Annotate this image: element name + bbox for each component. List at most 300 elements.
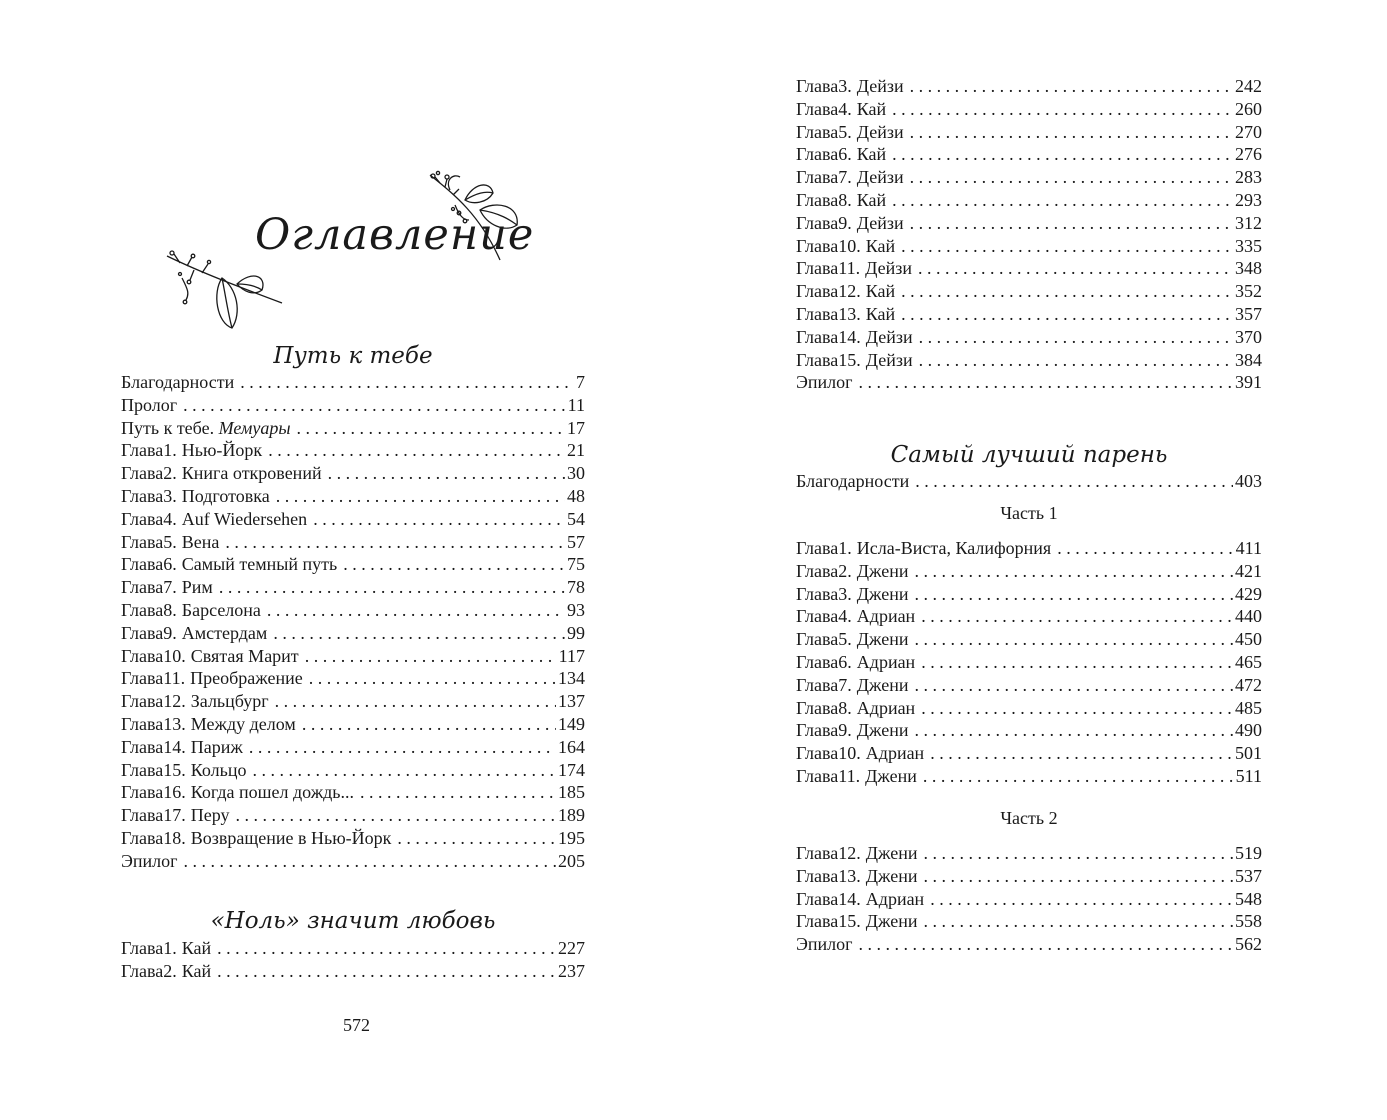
toc-entry bbox=[796, 910, 1262, 933]
toc-entry bbox=[796, 842, 1262, 865]
entry-page-number: 348 bbox=[1235, 258, 1262, 279]
dot-leader bbox=[924, 842, 1233, 865]
toc-entry bbox=[796, 470, 1262, 493]
entry-title-text: Пролог bbox=[121, 394, 178, 415]
entry-number: 18. bbox=[163, 827, 186, 848]
part-heading: Часть 2 bbox=[1000, 808, 1058, 828]
entry-prefix: Глава bbox=[121, 531, 164, 552]
dot-leader bbox=[240, 371, 574, 394]
entry-prefix: Глава bbox=[796, 235, 839, 256]
entry-page-number: 93 bbox=[567, 599, 585, 620]
toc-list bbox=[121, 937, 585, 983]
entry-number: 14. bbox=[838, 326, 861, 347]
entry-prefix: Глава bbox=[121, 805, 164, 826]
entry-number: 5. bbox=[838, 629, 852, 650]
leaf-sprig-icon bbox=[162, 248, 287, 333]
dot-leader bbox=[360, 781, 556, 804]
entry-title-text: Путь к тебе. bbox=[121, 417, 219, 438]
entry-number: 12. bbox=[838, 843, 861, 863]
entry-title-text: Между делом bbox=[190, 713, 296, 734]
entry-prefix: Глава bbox=[121, 463, 164, 484]
entry-title bbox=[191, 713, 296, 736]
entry-title bbox=[866, 865, 918, 888]
entry-prefix: Глава bbox=[796, 583, 839, 604]
entry-page-number: 384 bbox=[1235, 349, 1262, 370]
entry-page-number: 429 bbox=[1235, 583, 1262, 604]
entry-prefix: Глава bbox=[121, 554, 164, 575]
entry-prefix: Глава bbox=[121, 485, 164, 506]
entry-prefix: Глава bbox=[121, 938, 164, 958]
entry-title-text: Рим bbox=[181, 577, 213, 598]
entry-title bbox=[857, 651, 915, 674]
entry-title-text: Адриан bbox=[856, 651, 916, 672]
entry-title bbox=[857, 189, 886, 212]
toc-list bbox=[796, 842, 1262, 956]
entry-page-number: 519 bbox=[1235, 843, 1262, 863]
entry-page-number: 185 bbox=[558, 782, 585, 803]
toc-entry bbox=[796, 583, 1262, 606]
entry-number: 7. bbox=[838, 167, 852, 188]
entry-title-text: Эпилог bbox=[796, 934, 853, 955]
entry-prefix: Глава bbox=[796, 303, 839, 324]
entry-title-text: Барселона bbox=[181, 599, 261, 620]
entry-title bbox=[866, 280, 895, 303]
entry-title-text: Исла-Виста, Калифорния bbox=[856, 538, 1052, 558]
entry-page-number: 562 bbox=[1235, 934, 1262, 955]
entry-prefix: Глава bbox=[796, 98, 839, 119]
entry-title bbox=[191, 759, 247, 782]
toc-entry bbox=[121, 850, 585, 873]
dot-leader bbox=[219, 576, 565, 599]
entry-title bbox=[857, 674, 909, 697]
toc-entry bbox=[121, 960, 585, 983]
dot-leader bbox=[275, 690, 556, 713]
dot-leader bbox=[901, 235, 1233, 258]
dot-leader bbox=[267, 599, 565, 622]
entry-title-text: Вена bbox=[181, 531, 220, 552]
toc-entry bbox=[796, 765, 1262, 788]
entry-prefix: Глава bbox=[796, 349, 839, 370]
entry-title bbox=[191, 645, 299, 668]
entry-number: 3. bbox=[838, 583, 852, 604]
entry-page-number: 370 bbox=[1235, 326, 1262, 347]
entry-prefix: Глава bbox=[121, 960, 164, 981]
dot-leader bbox=[910, 75, 1233, 98]
entry-page-number: 270 bbox=[1235, 121, 1262, 142]
dot-leader bbox=[919, 349, 1233, 372]
entry-number: 5. bbox=[838, 121, 852, 142]
toc-list bbox=[796, 470, 1262, 493]
entry-page-number: 189 bbox=[558, 805, 585, 826]
entry-title-text: Преображение bbox=[190, 668, 303, 689]
entry-title bbox=[191, 804, 230, 827]
entry-prefix: Глава bbox=[796, 560, 839, 581]
entry-page-number: 21 bbox=[567, 440, 585, 461]
entry-title-text: Дейзи bbox=[856, 121, 904, 142]
entry-title-text: Кай bbox=[181, 960, 212, 981]
toc-entry bbox=[121, 690, 585, 713]
dot-leader bbox=[930, 742, 1233, 765]
toc-entry bbox=[121, 645, 585, 668]
entry-title-text: Нью-Йорк bbox=[181, 440, 263, 461]
toc-entry bbox=[796, 605, 1262, 628]
toc-entry bbox=[796, 98, 1262, 121]
toc-entry bbox=[121, 759, 585, 782]
entry-number: 2. bbox=[163, 960, 177, 981]
dot-leader bbox=[1057, 537, 1233, 560]
entry-title-text: Джени bbox=[856, 674, 909, 695]
entry-title bbox=[857, 697, 915, 720]
entry-prefix: Глава bbox=[796, 743, 839, 764]
entry-title bbox=[182, 508, 307, 531]
dot-leader bbox=[915, 583, 1233, 606]
entry-title bbox=[857, 719, 909, 742]
toc-entry bbox=[796, 742, 1262, 765]
entry-page-number: 558 bbox=[1235, 911, 1262, 932]
entry-prefix: Глава bbox=[796, 121, 839, 142]
entry-title-text: Благодарности bbox=[796, 471, 910, 491]
toc-entry bbox=[121, 736, 585, 759]
entry-title bbox=[191, 827, 392, 850]
entry-title-text: Кай bbox=[865, 235, 896, 256]
entry-number: 6. bbox=[838, 144, 852, 165]
entry-prefix: Глава bbox=[121, 759, 164, 780]
toc-entry bbox=[796, 865, 1262, 888]
entry-title bbox=[857, 143, 886, 166]
entry-prefix: Глава bbox=[796, 167, 839, 188]
entry-title-text: Адриан bbox=[856, 697, 916, 718]
entry-page-number: 485 bbox=[1235, 697, 1262, 718]
entry-title bbox=[182, 622, 268, 645]
entry-number: 6. bbox=[163, 554, 177, 575]
entry-page-number: 411 bbox=[1235, 538, 1262, 558]
entry-page-number: 149 bbox=[558, 713, 585, 734]
dot-leader bbox=[276, 485, 565, 508]
dot-leader bbox=[915, 470, 1233, 493]
entry-prefix: Глава bbox=[796, 606, 839, 627]
entry-title bbox=[182, 937, 211, 960]
toc-entry bbox=[796, 257, 1262, 280]
entry-number: 10. bbox=[838, 743, 861, 764]
toc-entry bbox=[121, 667, 585, 690]
dot-leader bbox=[915, 674, 1233, 697]
entry-page-number: 260 bbox=[1235, 98, 1262, 119]
entry-title bbox=[796, 933, 853, 956]
entry-title-text: Адриан bbox=[865, 743, 925, 764]
entry-page-number: 174 bbox=[558, 759, 585, 780]
toc-entry bbox=[121, 576, 585, 599]
entry-page-number: 17 bbox=[567, 417, 585, 438]
entry-prefix: Глава bbox=[121, 508, 164, 529]
entry-title-text: Зальцбург bbox=[190, 691, 269, 712]
entry-number: 13. bbox=[838, 865, 861, 886]
entry-page-number: 57 bbox=[567, 531, 585, 552]
entry-title bbox=[866, 742, 924, 765]
entry-title-text: Дейзи bbox=[865, 326, 913, 347]
entry-title-text: Благодарности bbox=[121, 372, 235, 392]
dot-leader bbox=[217, 960, 556, 983]
toc-entry bbox=[121, 827, 585, 850]
entry-title-text: Париж bbox=[190, 736, 243, 757]
entry-title bbox=[182, 485, 270, 508]
entry-title-text: Книга откровений bbox=[181, 463, 322, 484]
entry-page-number: 117 bbox=[558, 645, 585, 666]
entry-title-text: Дейзи bbox=[856, 167, 904, 188]
entry-title bbox=[121, 850, 178, 873]
dot-leader bbox=[184, 850, 556, 873]
entry-prefix: Глава bbox=[121, 827, 164, 848]
dot-leader bbox=[892, 98, 1233, 121]
entry-number: 6. bbox=[838, 651, 852, 672]
entry-title-text: Джени bbox=[865, 765, 917, 786]
entry-page-number: 501 bbox=[1235, 743, 1262, 764]
entry-title bbox=[865, 257, 912, 280]
entry-number: 3. bbox=[838, 76, 852, 96]
entry-page-number: 164 bbox=[558, 736, 585, 757]
entry-number: 14. bbox=[163, 736, 186, 757]
toc-entry bbox=[796, 888, 1262, 911]
entry-prefix: Глава bbox=[121, 440, 164, 461]
entry-title bbox=[191, 781, 354, 804]
entry-page-number: 11 bbox=[567, 394, 585, 415]
entry-title bbox=[182, 462, 322, 485]
entry-title-text: Самый темный путь bbox=[181, 554, 338, 575]
entry-title bbox=[865, 765, 917, 788]
entry-prefix: Глава bbox=[796, 865, 839, 886]
entry-page-number: 75 bbox=[567, 554, 585, 575]
entry-number: 9. bbox=[838, 212, 852, 233]
entry-title-text: Дейзи bbox=[865, 258, 912, 279]
dot-leader bbox=[910, 121, 1233, 144]
right-page bbox=[693, 0, 1387, 1120]
dot-leader bbox=[236, 804, 556, 827]
entry-number: 1. bbox=[163, 938, 177, 958]
dot-leader bbox=[313, 508, 565, 531]
entry-title-text: Джени bbox=[865, 911, 918, 932]
toc-entry bbox=[121, 485, 585, 508]
entry-prefix: Глава bbox=[796, 888, 839, 909]
entry-number: 4. bbox=[838, 606, 852, 627]
entry-title bbox=[182, 553, 337, 576]
entry-page-number: 511 bbox=[1235, 765, 1262, 786]
section-heading: Путь к тебе bbox=[273, 343, 433, 369]
dot-leader bbox=[305, 645, 557, 668]
entry-title-text: Кай bbox=[181, 938, 212, 958]
entry-title-text: Кай bbox=[856, 189, 887, 210]
entry-page-number: 312 bbox=[1235, 212, 1262, 233]
entry-number: 2. bbox=[163, 463, 177, 484]
entry-title bbox=[866, 888, 924, 911]
dot-leader bbox=[268, 439, 565, 462]
toc-entry bbox=[796, 651, 1262, 674]
toc-entry bbox=[796, 166, 1262, 189]
entry-prefix: Глава bbox=[796, 911, 839, 932]
entry-title bbox=[182, 531, 220, 554]
entry-title bbox=[857, 121, 904, 144]
entry-number: 4. bbox=[163, 508, 177, 529]
entry-title bbox=[182, 439, 262, 462]
entry-number: 5. bbox=[163, 531, 177, 552]
dot-leader bbox=[309, 667, 556, 690]
entry-title bbox=[866, 235, 895, 258]
toc-entry bbox=[121, 462, 585, 485]
entry-page-number: 30 bbox=[567, 463, 585, 484]
entry-title-text: Auf Wiedersehen bbox=[181, 508, 308, 529]
dot-leader bbox=[302, 713, 556, 736]
entry-title bbox=[191, 690, 269, 713]
entry-title-text: Джени bbox=[865, 843, 918, 863]
dot-leader bbox=[919, 326, 1233, 349]
dot-leader bbox=[328, 462, 565, 485]
toc-entry bbox=[796, 537, 1262, 560]
toc-entry bbox=[121, 531, 585, 554]
entry-title bbox=[857, 628, 909, 651]
entry-title-text: Когда пошел дождь... bbox=[190, 782, 355, 803]
entry-title bbox=[121, 371, 234, 394]
entry-title bbox=[857, 98, 886, 121]
entry-page-number: 237 bbox=[558, 960, 585, 981]
entry-title-text: Кай bbox=[865, 281, 896, 302]
entry-page-number: 403 bbox=[1235, 471, 1262, 491]
toc-entry bbox=[796, 75, 1262, 98]
toc-entry bbox=[796, 371, 1262, 394]
dot-leader bbox=[901, 303, 1233, 326]
entry-prefix: Глава bbox=[121, 599, 164, 620]
dot-leader bbox=[183, 394, 566, 417]
entry-number: 14. bbox=[838, 888, 861, 909]
toc-entry bbox=[796, 697, 1262, 720]
toc-entry bbox=[796, 121, 1262, 144]
entry-title bbox=[857, 75, 904, 98]
toc-entry bbox=[121, 599, 585, 622]
entry-prefix: Глава bbox=[121, 736, 164, 757]
entry-title bbox=[866, 303, 895, 326]
entry-title bbox=[796, 371, 853, 394]
entry-prefix: Глава bbox=[121, 713, 164, 734]
entry-title-text: Кай bbox=[856, 98, 887, 119]
entry-number: 2. bbox=[838, 560, 852, 581]
toc-entry bbox=[796, 719, 1262, 742]
dot-leader bbox=[910, 212, 1233, 235]
entry-prefix: Глава bbox=[796, 674, 839, 695]
entry-page-number: 391 bbox=[1235, 372, 1262, 393]
entry-title bbox=[857, 583, 909, 606]
entry-page-number: 78 bbox=[567, 577, 585, 598]
entry-title bbox=[866, 326, 913, 349]
entry-title-text: Кай bbox=[856, 144, 887, 165]
entry-title-text: Джени bbox=[856, 583, 909, 604]
toc-entry bbox=[796, 212, 1262, 235]
entry-prefix: Глава bbox=[121, 782, 164, 803]
toc-entry bbox=[796, 280, 1262, 303]
dot-leader bbox=[892, 189, 1233, 212]
entry-prefix: Глава bbox=[121, 577, 164, 598]
dot-leader bbox=[901, 280, 1233, 303]
toc-entry bbox=[796, 560, 1262, 583]
entry-prefix: Глава bbox=[796, 765, 839, 786]
entry-page-number: 99 bbox=[567, 622, 585, 643]
entry-number: 3. bbox=[163, 485, 177, 506]
dot-leader bbox=[910, 166, 1233, 189]
entry-page-number: 472 bbox=[1235, 674, 1262, 695]
toc-entry bbox=[121, 713, 585, 736]
entry-number: 15. bbox=[163, 759, 186, 780]
dot-leader bbox=[397, 827, 556, 850]
entry-title-text: Эпилог bbox=[121, 850, 178, 871]
toc-entry bbox=[121, 622, 585, 645]
dot-leader bbox=[930, 888, 1233, 911]
entry-page-number: 7 bbox=[576, 372, 585, 392]
dot-leader bbox=[249, 736, 556, 759]
dot-leader bbox=[273, 622, 565, 645]
entry-number: 10. bbox=[163, 645, 186, 666]
toc-entry bbox=[121, 508, 585, 531]
entry-title bbox=[190, 667, 303, 690]
dot-leader bbox=[859, 371, 1233, 394]
toc-entry bbox=[121, 937, 585, 960]
entry-number: 11. bbox=[163, 668, 186, 689]
toc-entry bbox=[796, 628, 1262, 651]
entry-title bbox=[121, 417, 291, 440]
entry-page-number: 537 bbox=[1235, 865, 1262, 886]
toc-entry bbox=[121, 371, 585, 394]
entry-title-text: Джени bbox=[856, 720, 909, 741]
entry-title bbox=[857, 212, 904, 235]
entry-prefix: Глава bbox=[796, 843, 839, 863]
entry-number: 13. bbox=[163, 713, 186, 734]
entry-prefix: Глава bbox=[121, 691, 164, 712]
dot-leader bbox=[297, 417, 565, 440]
entry-page-number: 490 bbox=[1235, 720, 1262, 741]
entry-number: 15. bbox=[838, 911, 861, 932]
page-number: 572 bbox=[343, 1015, 370, 1035]
entry-title bbox=[857, 560, 909, 583]
toc-list bbox=[121, 371, 585, 873]
dot-leader bbox=[921, 697, 1233, 720]
entry-number: 8. bbox=[838, 697, 852, 718]
section-heading: Самый лучший парень bbox=[890, 442, 1168, 468]
dot-leader bbox=[217, 937, 556, 960]
entry-title-text: Дейзи bbox=[865, 349, 913, 370]
dot-leader bbox=[892, 143, 1233, 166]
entry-page-number: 421 bbox=[1235, 560, 1262, 581]
dot-leader bbox=[225, 531, 565, 554]
entry-title bbox=[866, 842, 918, 865]
toc-entry bbox=[796, 933, 1262, 956]
toc-list bbox=[796, 537, 1262, 788]
toc-entry bbox=[796, 303, 1262, 326]
entry-page-number: 205 bbox=[558, 850, 585, 871]
entry-prefix: Глава bbox=[796, 258, 839, 279]
entry-title-text: Дейзи bbox=[856, 212, 904, 233]
entry-number: 12. bbox=[163, 691, 186, 712]
part-heading: Часть 1 bbox=[1000, 503, 1058, 523]
toc-entry bbox=[796, 189, 1262, 212]
entry-title-text: Дейзи bbox=[856, 76, 904, 96]
toc-entry bbox=[796, 674, 1262, 697]
entry-title bbox=[182, 960, 211, 983]
entry-number: 7. bbox=[838, 674, 852, 695]
dot-leader bbox=[918, 257, 1233, 280]
entry-prefix: Глава bbox=[796, 212, 839, 233]
entry-prefix: Глава bbox=[796, 720, 839, 741]
entry-prefix: Глава bbox=[796, 189, 839, 210]
entry-page-number: 134 bbox=[558, 668, 585, 689]
toc-entry bbox=[796, 326, 1262, 349]
entry-page-number: 48 bbox=[567, 485, 585, 506]
entry-number: 1. bbox=[838, 538, 852, 558]
toc-entry bbox=[121, 439, 585, 462]
